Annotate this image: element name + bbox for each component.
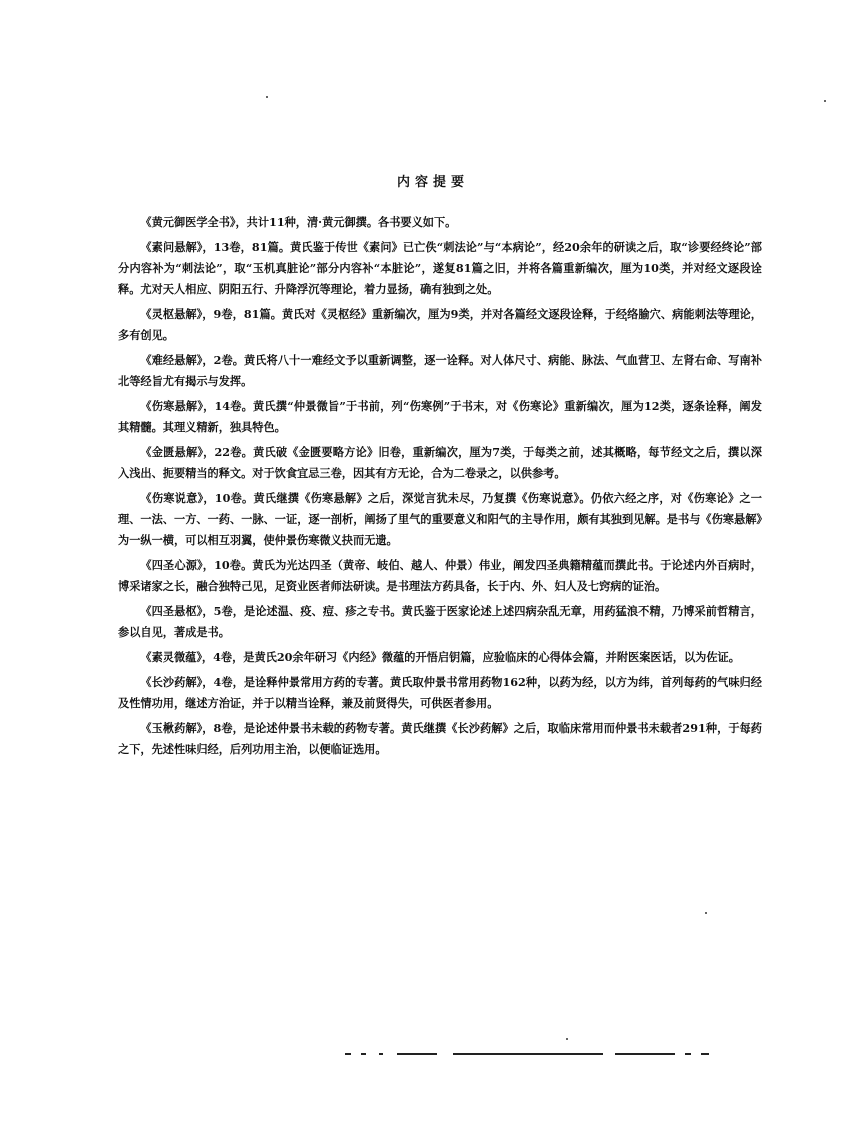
paragraph: 《素灵微蕴》，4卷，是黄氏20余年研习《内经》微蕴的开悟启钥篇，应验临床的心得体会篇，并附医案医话，以为佐证。 bbox=[140, 650, 740, 664]
scan-speck bbox=[566, 1038, 568, 1040]
summary-body bbox=[118, 212, 762, 764]
paragraph: 《伤寒说意》，10卷。黄氏继撰《伤寒悬解》之后，深觉言犹未尽，乃复撰《伤寒说意》。仍依六经之序，对《伤寒论》之一理、一法、一方、一药、一脉、一证，逐一剖析，阐扬了里气的重要意义和阳气的主导作用，颇有其独到见解。是书与《伤寒悬解》为一纵一横，可以相互羽翼，使仲景伤寒微义抉而无遗。 bbox=[118, 491, 762, 547]
scan-artifact-segment bbox=[701, 1053, 709, 1055]
scan-artifact-segment bbox=[615, 1053, 675, 1055]
paragraph: 《长沙药解》，4卷，是诠释仲景常用方药的专著。黄氏取仲景书常用药物162种，以药为经，以方为纬，首列每药的气味归经及性情功用，继述方治证，并于以精当诠释，兼及前贤得失，可供医者参用。 bbox=[118, 675, 762, 710]
paragraph: 《黄元御医学全书》，共计11种，清·黄元御撰。各书要义如下。 bbox=[140, 215, 457, 229]
paragraph: 《四圣悬枢》，5卷，是论述温、疫、痘、疹之专书。黄氏鉴于医家论述上述四病杂乱无章，用药猛浪不精，乃博采前哲精言，参以自见，著成是书。 bbox=[118, 604, 762, 639]
scan-artifact-segment bbox=[685, 1053, 691, 1055]
scan-artifact-segment bbox=[379, 1053, 383, 1055]
scan-speck bbox=[266, 96, 268, 98]
scan-artifact-segment bbox=[453, 1053, 603, 1055]
paragraph: 《金匮悬解》，22卷。黄氏破《金匮要略方论》旧卷，重新编次，厘为7类，于每类之前，述其概略，每节经文之后，撰以深入浅出、扼要精当的释文。对于饮食宜忌三卷，因其有方无论，合为二卷录之，以供参考。 bbox=[118, 445, 762, 480]
scan-artifact-segment bbox=[345, 1053, 351, 1055]
scan-artifact-line bbox=[345, 1052, 715, 1056]
paragraph: 《素问悬解》，13卷，81篇。黄氏鉴于传世《素问》已亡佚“刺法论”与“本病论”，经20余年的研读之后，取“诊要经终论”部分内容补为“刺法论”，取“玉机真脏论”部分内容补“本脏论”，遂复81篇之旧，并将各篇重新编次，厘为10类，并对经文逐段诠释。尤对天人相应、阴阳五行、升降浮沉等理论，着力显扬，确有独到之处。 bbox=[118, 240, 762, 296]
paragraph: 《玉楸药解》，8卷，是论述仲景书未载的药物专著。黄氏继撰《长沙药解》之后，取临床常用而仲景书未载者291种，于每药之下，先述性味归经，后列功用主治，以便临证选用。 bbox=[118, 721, 762, 756]
paragraph: 《难经悬解》，2卷。黄氏将八十一难经文予以重新调整，逐一诠释。对人体尺寸、病能、脉法、气血营卫、左肾右命、写南补北等经旨尤有揭示与发挥。 bbox=[118, 353, 762, 388]
paragraph: 《伤寒悬解》，14卷。黄氏撰“仲景微旨”于书前，列“伤寒例”于书末，对《伤寒论》重新编次，厘为12类，逐条诠释，阐发其精髓。其理义精新，独具特色。 bbox=[118, 399, 762, 434]
scan-speck bbox=[705, 912, 707, 914]
paragraph: 《灵枢悬解》，9卷，81篇。黄氏对《灵枢经》重新编次，厘为9类，并对各篇经文逐段诠释，于经络腧穴、病能刺法等理论，多有创见。 bbox=[118, 307, 762, 342]
paragraph: 《四圣心源》，10卷。黄氏为光达四圣（黄帝、岐伯、越人、仲景）伟业，阐发四圣典籍精蕴而撰此书。于论述内外百病时，博采诸家之长，融合独特己见，足资业医者师法研读。是书理法方药具备，长于内、外、妇人及七窍病的证治。 bbox=[118, 558, 762, 593]
scan-speck bbox=[824, 100, 826, 102]
scan-artifact-segment bbox=[361, 1053, 366, 1055]
scan-artifact-segment bbox=[397, 1053, 437, 1055]
page-title: 内容提要 bbox=[396, 175, 469, 190]
